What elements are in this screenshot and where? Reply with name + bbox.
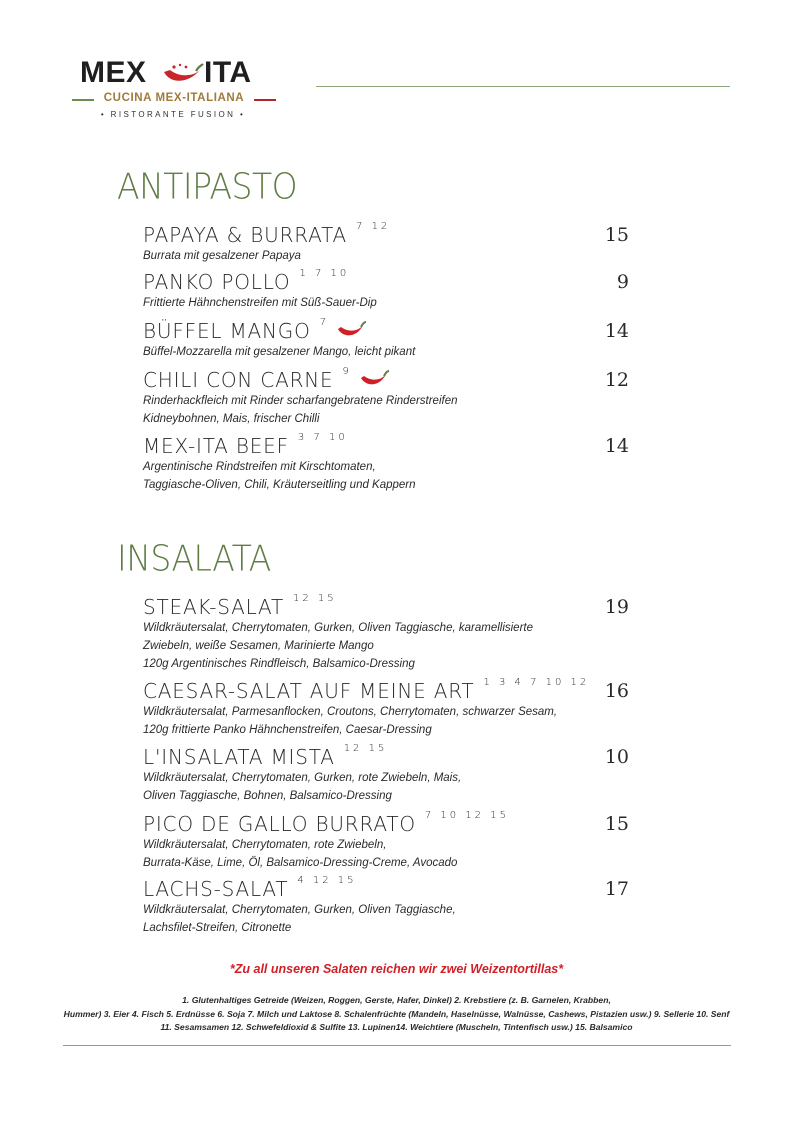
menu-item-price: 14 bbox=[604, 435, 629, 457]
menu-item bbox=[143, 812, 633, 872]
menu-item-price: 15 bbox=[604, 813, 629, 835]
menu-item bbox=[143, 368, 633, 428]
allergen-numbers: 3 7 10 bbox=[297, 432, 348, 443]
allergen-numbers: 4 12 15 bbox=[297, 875, 357, 886]
allergen-numbers: 12 15 bbox=[292, 593, 337, 604]
allergen-numbers: 12 15 bbox=[343, 743, 388, 754]
menu-item-price: 16 bbox=[604, 680, 629, 702]
menu-item-name: LACHS-SALAT bbox=[143, 877, 289, 901]
menu-item-price: 14 bbox=[604, 320, 629, 342]
menu-item-description: Lachsfilet-Streifen, Citronette bbox=[143, 922, 292, 934]
menu-item bbox=[143, 223, 633, 265]
logo-tagline: • RISTORANTE FUSION • bbox=[100, 110, 246, 119]
allergen-legend bbox=[40, 994, 753, 1035]
allergen-numbers: 1 7 10 bbox=[299, 268, 350, 279]
menu-item-price: 12 bbox=[604, 369, 629, 391]
logo-subtitle: CUCINA MEX-ITALIANA bbox=[103, 92, 245, 104]
menu-item-name: PAPAYA & BURRATA bbox=[143, 223, 348, 247]
menu-item-name: CHILI CON CARNE bbox=[143, 368, 334, 392]
menu-item-description: 120g Argentinisches Rindfleisch, Balsamico-Dressing bbox=[143, 658, 415, 670]
menu-item-name-row bbox=[143, 745, 633, 769]
menu-item bbox=[143, 745, 633, 805]
menu-item-description: Wildkräutersalat, Cherrytomaten, Gurken, Oliven Taggiasche, karamellisierte bbox=[143, 622, 533, 634]
chili-pepper-icon bbox=[160, 62, 204, 88]
menu-item-name-row bbox=[143, 595, 633, 619]
menu-item-description: Zwiebeln, weiße Sesamen, Marinierte Mango bbox=[143, 640, 374, 652]
footer-divider bbox=[63, 1045, 731, 1046]
menu-item-name-row bbox=[143, 812, 633, 836]
menu-item bbox=[143, 679, 633, 739]
header-divider bbox=[316, 86, 730, 87]
menu-item-description: Kidneybohnen, Mais, frischer Chilli bbox=[143, 413, 320, 425]
menu-item-description: Taggiasche-Oliven, Chili, Kräuterseitling und Kappern bbox=[143, 479, 416, 491]
allergen-numbers: 7 10 12 15 bbox=[424, 810, 509, 821]
menu-item-description: Wildkräutersalat, Cherrytomaten, Gurken, Oliven Taggiasche, bbox=[143, 904, 456, 916]
logo-word-left: MEX bbox=[80, 56, 147, 89]
menu-item-name-row bbox=[143, 368, 633, 392]
menu-item-name: CAESAR-SALAT AUF MEINE ART bbox=[143, 679, 475, 703]
menu-item-description: Oliven Taggiasche, Bohnen, Balsamico-Dressing bbox=[143, 790, 392, 802]
menu-item-description: Rinderhackfleich mit Rinder scharfangebratene Rinderstreifen bbox=[143, 395, 458, 407]
menu-item bbox=[143, 595, 633, 673]
tortilla-note: *Zu all unseren Salaten reichen wir zwei Weizentortillas* bbox=[229, 962, 564, 976]
menu-item-price: 17 bbox=[604, 878, 629, 900]
menu-item-name-row bbox=[143, 223, 633, 247]
menu-item-description: Wildkräutersalat, Cherrytomaten, rote Zwiebeln, bbox=[143, 839, 387, 851]
menu-item-name: PANKO POLLO bbox=[143, 270, 291, 294]
menu-item-name-row bbox=[143, 877, 633, 901]
menu-item-name: PICO DE GALLO BURRATO bbox=[143, 812, 416, 836]
section-title-insalata: INSALATA bbox=[117, 537, 271, 580]
menu-item-description: Büffel-Mozzarella mit gesalzener Mango, leicht pikant bbox=[143, 346, 416, 358]
menu-item bbox=[143, 319, 633, 361]
menu-item-name: BÜFFEL MANGO bbox=[143, 319, 311, 343]
menu-item-name: STEAK-SALAT bbox=[143, 595, 284, 619]
menu-item bbox=[143, 270, 633, 312]
allergen-legend-line: 11. Sesamsamen 12. Schwefeldioxid & Sulfite 13. Lupinen14. Weichtiere (Muscheln, Tintenfisch usw.) 15. Balsamico bbox=[160, 1022, 633, 1032]
menu-item bbox=[143, 434, 633, 494]
menu-item-description: 120g frittierte Panko Hähnchenstreifen, Caesar-Dressing bbox=[143, 724, 432, 736]
menu-item-name-row bbox=[143, 434, 633, 458]
menu-item-description: Burrata mit gesalzener Papaya bbox=[143, 250, 301, 262]
menu-item-description: Wildkräutersalat, Cherrytomaten, Gurken, rote Zwiebeln, Mais, bbox=[143, 772, 462, 784]
menu-item-name: L'INSALATA MISTA bbox=[143, 745, 335, 769]
spicy-chili-icon bbox=[360, 370, 390, 388]
menu-item bbox=[143, 877, 633, 937]
section-title-antipasto: ANTIPASTO bbox=[117, 165, 298, 208]
menu-item-description: Argentinische Rindstreifen mit Kirschtomaten, bbox=[143, 461, 376, 473]
allergen-numbers: 1 3 4 7 10 12 bbox=[483, 677, 590, 688]
menu-item-price: 15 bbox=[604, 224, 629, 246]
logo-red-bar bbox=[254, 99, 276, 101]
allergen-numbers: 7 12 bbox=[356, 221, 391, 232]
allergen-numbers: 9 bbox=[342, 366, 352, 377]
menu-item-name-row bbox=[143, 319, 633, 343]
logo-green-bar bbox=[72, 99, 94, 101]
menu-item-price: 10 bbox=[604, 746, 629, 768]
menu-item-price: 19 bbox=[604, 596, 629, 618]
allergen-legend-line: 1. Glutenhaltiges Getreide (Weizen, Roggen, Gerste, Hafer, Dinkel) 2. Krebstiere (z. B. Garnelen, Krabben, bbox=[182, 995, 611, 1005]
allergen-numbers: 7 bbox=[319, 317, 329, 328]
menu-item-description: Frittierte Hähnchenstreifen mit Süß-Sauer-Dip bbox=[143, 297, 377, 309]
menu-item-name: MEX-ITA BEEF bbox=[143, 434, 289, 458]
menu-item-name-row bbox=[143, 270, 633, 294]
spicy-chili-icon bbox=[337, 321, 367, 339]
restaurant-logo bbox=[70, 56, 280, 126]
menu-item-description: Burrata-Käse, Lime, Öl, Balsamico-Dressing-Creme, Avocado bbox=[143, 857, 458, 869]
menu-item-name-row bbox=[143, 679, 633, 703]
allergen-legend-line: Hummer) 3. Eier 4. Fisch 5. Erdnüsse 6. Soja 7. Milch und Laktose 8. Schalenfrüchte (Mandeln, Haselnüsse, Walnüsse, Cashews, Pistazien usw.) 9. Sellerie 10. Senf bbox=[63, 1008, 730, 1019]
menu-item-description: Wildkräutersalat, Parmesanflocken, Croutons, Cherrytomaten, schwarzer Sesam, bbox=[143, 706, 558, 718]
menu-item-price: 9 bbox=[616, 271, 629, 293]
logo-subtitle-row bbox=[70, 92, 280, 106]
logo-word-right: ITA bbox=[204, 56, 252, 89]
